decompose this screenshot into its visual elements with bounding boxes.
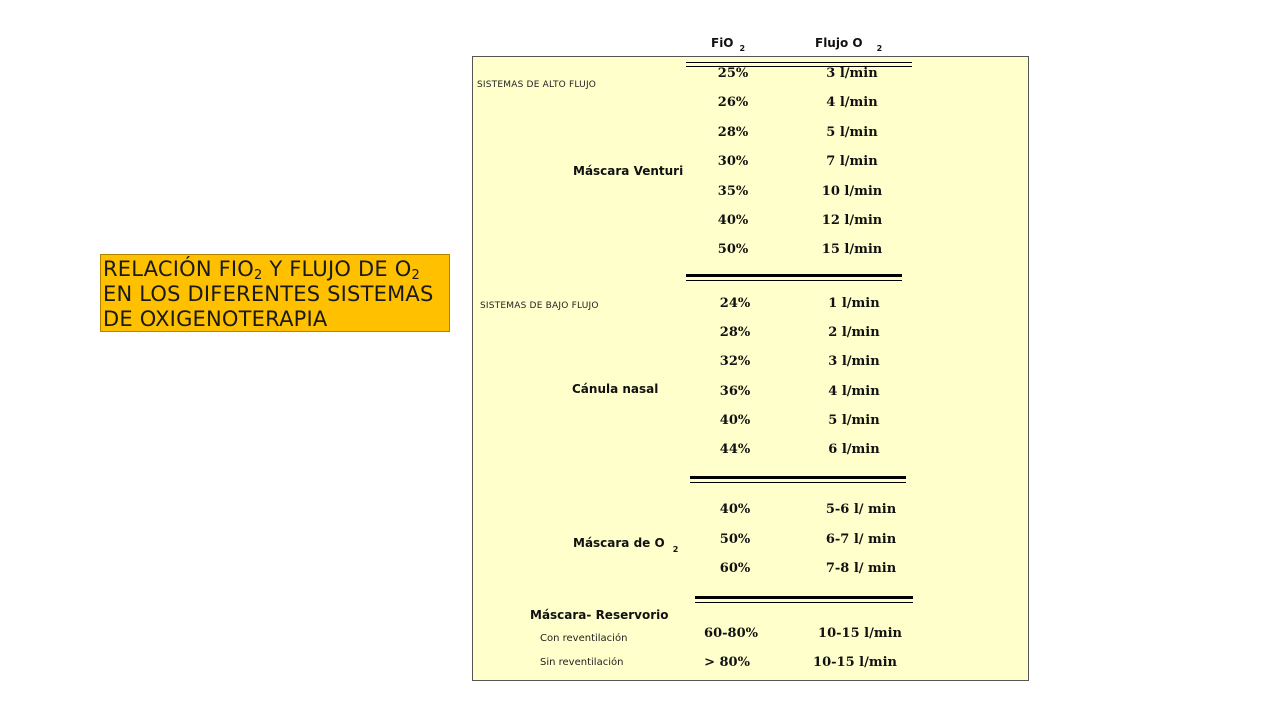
mask-flow: 7-8 l/ min [825, 561, 897, 576]
section-high-flow: SISTEMAS DE ALTO FLUJO [477, 80, 597, 90]
group-reservoir: Máscara- Reservorio [530, 608, 669, 622]
venturi-fio2: 30% [717, 154, 749, 169]
nasal-flow: 6 l/min [828, 442, 880, 457]
section-low-flow: SISTEMAS DE BAJO FLUJO [480, 301, 599, 311]
venturi-fio2: 26% [717, 95, 749, 110]
table-panel [472, 56, 1029, 681]
venturi-fio2: 28% [717, 125, 749, 140]
separator [686, 274, 902, 281]
reservoir-fio2: > 80% [704, 655, 750, 670]
header-rule [686, 62, 912, 63]
nasal-flow: 3 l/min [828, 354, 880, 369]
flow-header: Flujo O $_2$ [815, 36, 883, 53]
mask-flow: 6-7 l/ min [825, 532, 897, 547]
title-line-2: EN LOS DIFERENTES SISTEMAS [103, 282, 434, 306]
nasal-fio2: 28% [719, 325, 751, 340]
venturi-fio2: 25% [717, 66, 749, 81]
venturi-flow: 10 l/min [821, 184, 883, 199]
separator [695, 596, 913, 603]
venturi-flow: 15 l/min [821, 242, 883, 257]
venturi-flow: 5 l/min [826, 125, 878, 140]
label-with-rebreathing: Con reventilación [540, 633, 628, 644]
mask-fio2: 60% [719, 561, 751, 576]
nasal-fio2: 40% [719, 413, 751, 428]
label-without-rebreathing: Sin reventilación [540, 657, 624, 668]
group-nasal: Cánula nasal [572, 382, 659, 396]
group-venturi: Máscara Venturi [573, 164, 684, 178]
nasal-fio2: 32% [719, 354, 751, 369]
title-subscript: 2 [411, 268, 420, 283]
venturi-flow: 7 l/min [826, 154, 878, 169]
venturi-flow: 12 l/min [821, 213, 883, 228]
separator [690, 476, 906, 483]
fio2-header: FiO $_2$ [711, 36, 746, 53]
group-mask: Máscara de O $_2$ [573, 536, 679, 554]
venturi-flow: 3 l/min [826, 66, 878, 81]
reservoir-flow: 10-15 l/min [818, 626, 902, 641]
title-line-1 [103, 257, 449, 282]
mask-flow: 5-6 l/ min [825, 502, 897, 517]
nasal-flow: 2 l/min [828, 325, 880, 340]
title-text: RELACIÓN FIO [103, 257, 255, 281]
venturi-flow: 4 l/min [826, 95, 878, 110]
mask-fio2: 50% [719, 532, 751, 547]
title-line-3: DE OXIGENOTERAPIA [103, 307, 328, 331]
title-box [100, 254, 450, 332]
mask-fio2: 40% [719, 502, 751, 517]
reservoir-flow: 10-15 l/min [813, 655, 897, 670]
nasal-flow: 1 l/min [828, 296, 880, 311]
venturi-fio2: 35% [717, 184, 749, 199]
nasal-flow: 5 l/min [828, 413, 880, 428]
nasal-fio2: 24% [719, 296, 751, 311]
title-text: Y FLUJO DE O [262, 257, 412, 281]
nasal-fio2: 44% [719, 442, 751, 457]
nasal-fio2: 36% [719, 384, 751, 399]
venturi-fio2: 40% [717, 213, 749, 228]
title-subscript: 2 [254, 268, 263, 283]
venturi-fio2: 50% [717, 242, 749, 257]
reservoir-fio2: 60-80% [704, 626, 758, 641]
nasal-flow: 4 l/min [828, 384, 880, 399]
